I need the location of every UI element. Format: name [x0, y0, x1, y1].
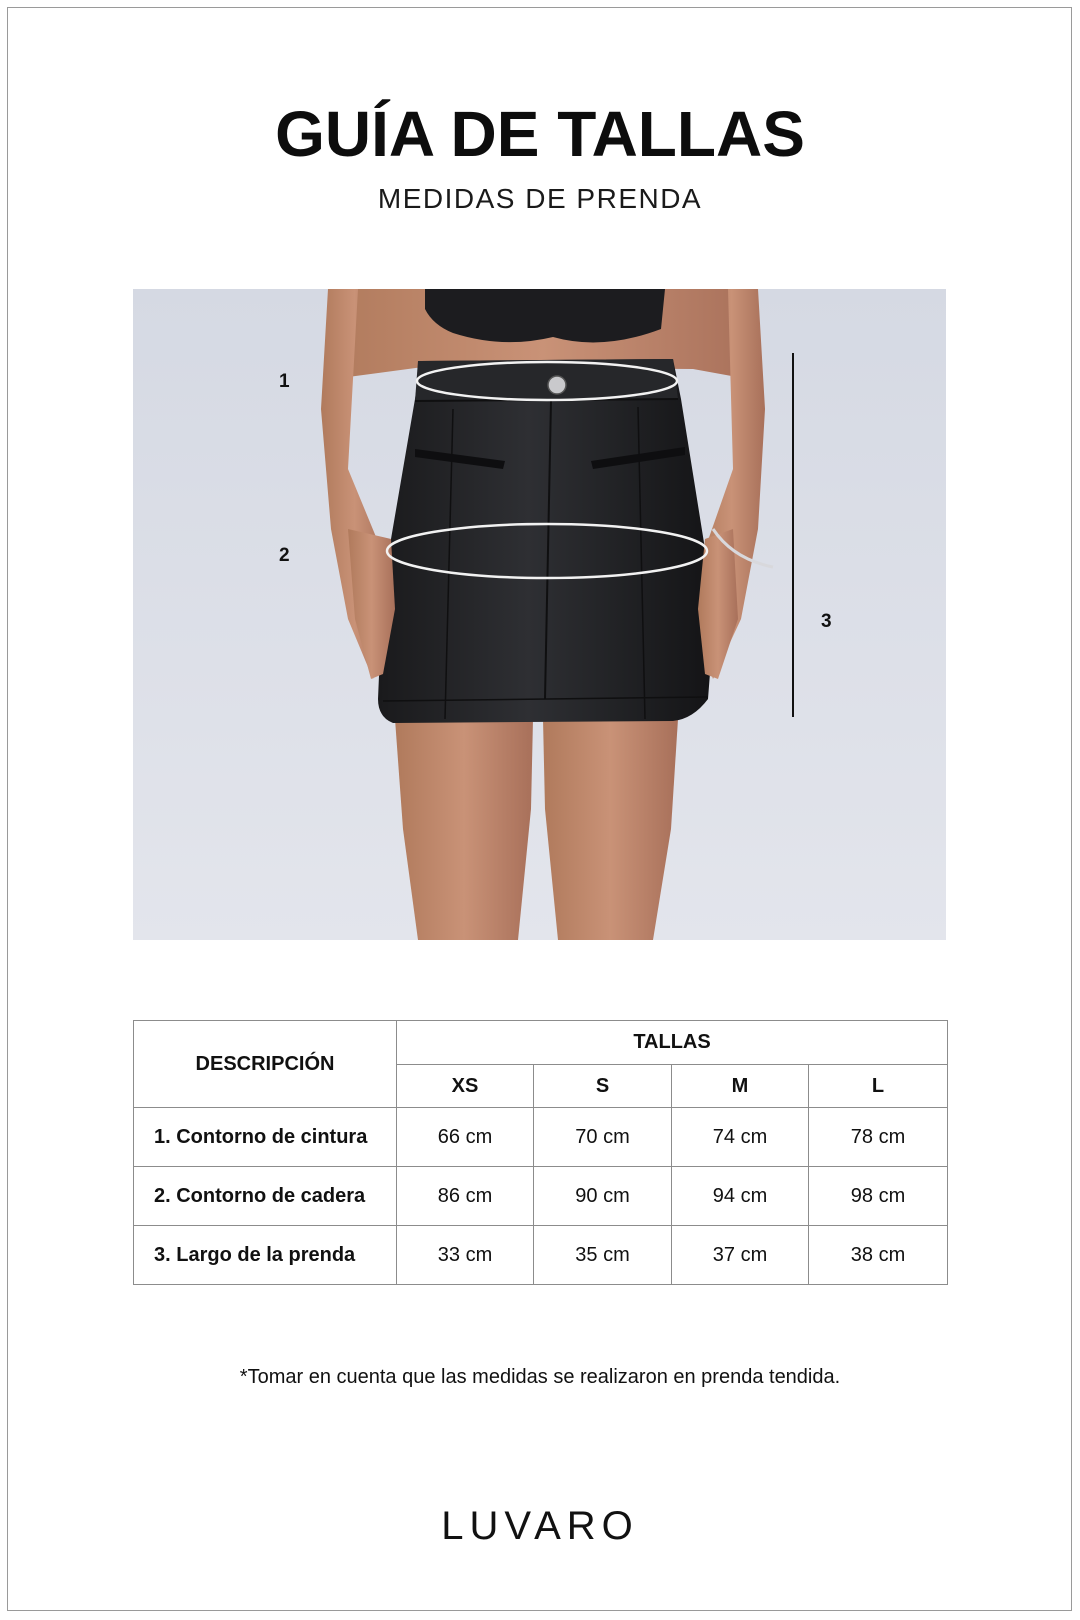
table-cell: 70 cm: [534, 1108, 672, 1167]
page-title: GUÍA DE TALLAS: [275, 98, 805, 170]
size-table: [133, 1020, 948, 1285]
table-cell: 33 cm: [397, 1226, 534, 1285]
page-subtitle: MEDIDAS DE PRENDA: [377, 183, 703, 214]
size-header: XS: [397, 1065, 534, 1108]
brand-logo: LUVARO: [441, 1504, 639, 1548]
table-row: [134, 1108, 948, 1167]
sequin-top: [425, 289, 665, 342]
table-cell: 94 cm: [672, 1167, 809, 1226]
table-cell: 74 cm: [672, 1108, 809, 1167]
row-label: 3. Largo de la prenda: [134, 1226, 397, 1285]
table-cell: 98 cm: [809, 1167, 948, 1226]
length-marker: 3: [821, 611, 832, 632]
waist-marker: 1: [279, 371, 290, 392]
right-leg: [543, 719, 678, 940]
button: [548, 376, 566, 394]
table-cell: 86 cm: [397, 1167, 534, 1226]
garment-photo: [133, 289, 946, 940]
description-header: DESCRIPCIÓN: [134, 1021, 397, 1108]
hip-marker: 2: [279, 545, 290, 566]
table-cell: 90 cm: [534, 1167, 672, 1226]
table-row: [134, 1167, 948, 1226]
table-row: [134, 1226, 948, 1285]
sizes-header: TALLAS: [397, 1021, 948, 1065]
measurement-note: *Tomar en cuenta que las medidas se realizaron en prenda tendida.: [239, 1366, 841, 1388]
left-leg: [395, 719, 533, 940]
table-cell: 78 cm: [809, 1108, 948, 1167]
table-cell: 37 cm: [672, 1226, 809, 1285]
size-header: M: [672, 1065, 809, 1108]
table-cell: 35 cm: [534, 1226, 672, 1285]
table-cell: 38 cm: [809, 1226, 948, 1285]
table-cell: 66 cm: [397, 1108, 534, 1167]
row-label: 1. Contorno de cintura: [134, 1108, 397, 1167]
row-label: 2. Contorno de cadera: [134, 1167, 397, 1226]
size-header: L: [809, 1065, 948, 1108]
size-header: S: [534, 1065, 672, 1108]
